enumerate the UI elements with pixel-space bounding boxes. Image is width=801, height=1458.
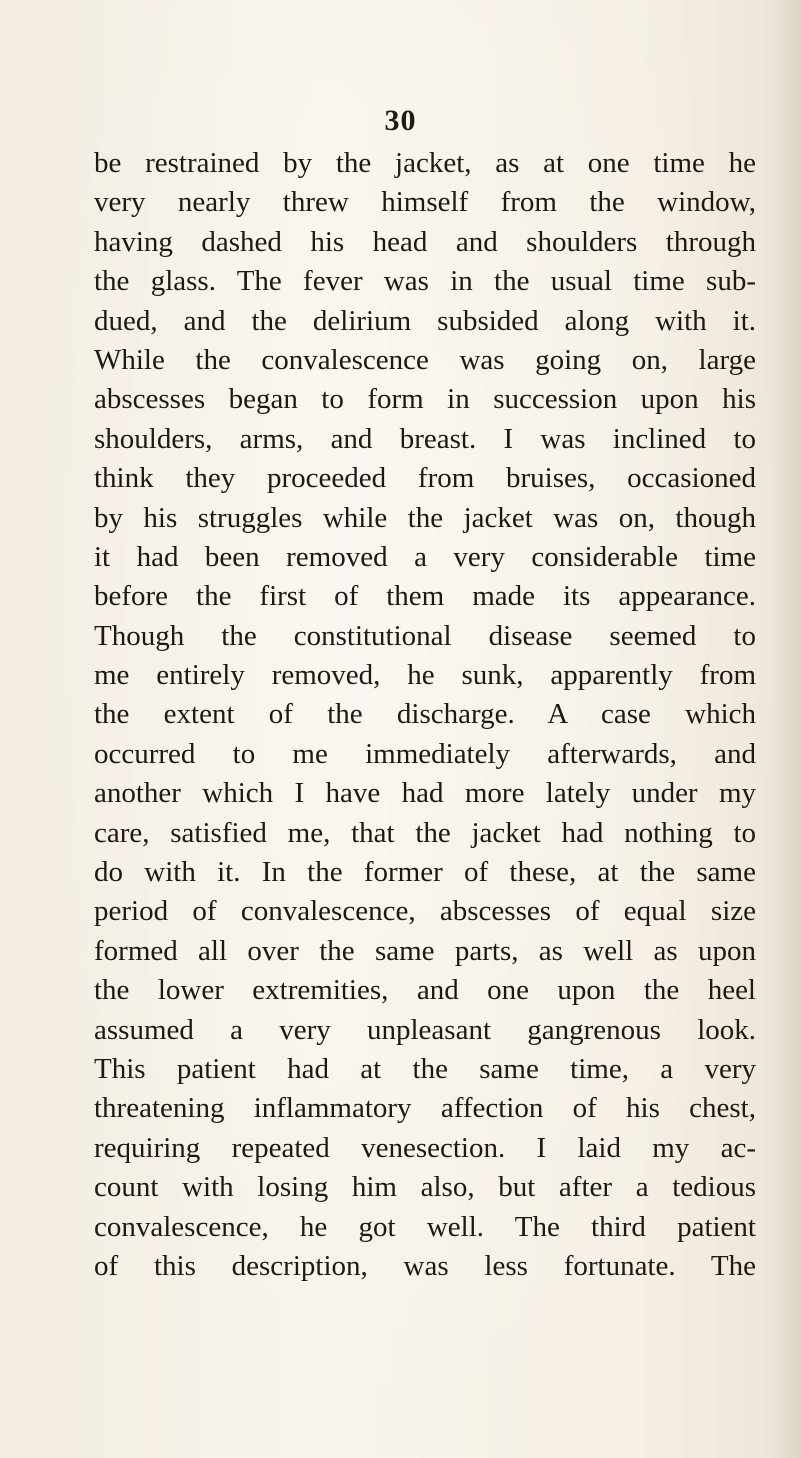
text-line: shoulders, arms, and breast. I was inclined to	[94, 422, 756, 455]
text-line: count with losing him also, but after a tedious	[94, 1171, 756, 1204]
text-line: having dashed his head and shoulders through	[94, 225, 756, 258]
text-line: occurred to me immediately afterwards, and	[94, 737, 756, 770]
text-line: of this description, was less fortunate. The	[94, 1249, 756, 1282]
text-line: convalescence, he got well. The third patient	[94, 1210, 756, 1243]
text-line: the glass. The fever was in the usual time sub-	[94, 265, 756, 298]
text-line: be restrained by the jacket, as at one time he	[94, 147, 756, 179]
text-line: another which I have had more lately under my	[94, 777, 756, 810]
text-line: period of convalescence, abscesses of equal size	[94, 895, 756, 928]
text-line: the extent of the discharge. A case which	[94, 698, 756, 731]
text-line: before the first of them made its appearance.	[94, 580, 756, 613]
text-line: by his struggles while the jacket was on, though	[94, 501, 756, 534]
text-line: abscesses began to form in succession upon his	[94, 383, 756, 416]
text-line: Though the constitutional disease seemed to	[94, 619, 756, 652]
page-edge-shadow	[771, 0, 801, 1458]
text-line: While the convalescence was going on, large	[94, 343, 756, 376]
text-line: think they proceeded from bruises, occasioned	[94, 462, 756, 495]
text-line: the lower extremities, and one upon the heel	[94, 974, 756, 1007]
text-line: threatening inflammatory affection of his chest,	[94, 1092, 756, 1125]
text-line: formed all over the same parts, as well as upon	[94, 934, 756, 967]
text-line: do with it. In the former of these, at the same	[94, 856, 756, 889]
body-text	[94, 144, 756, 1286]
text-line: it had been removed a very considerable time	[94, 540, 756, 573]
text-line: assumed a very unpleasant gangrenous look.	[94, 1013, 756, 1046]
text-line: care, satisfied me, that the jacket had nothing to	[94, 816, 756, 849]
text-line: me entirely removed, he sunk, apparently from	[94, 659, 756, 692]
text-line: This patient had at the same time, a very	[94, 1052, 756, 1085]
text-line: dued, and the delirium subsided along with it.	[94, 304, 756, 337]
page-number: 30	[384, 104, 417, 137]
text-line: very nearly threw himself from the window,	[94, 186, 756, 219]
text-line: requiring repeated venesection. I laid my ac-	[94, 1131, 756, 1164]
